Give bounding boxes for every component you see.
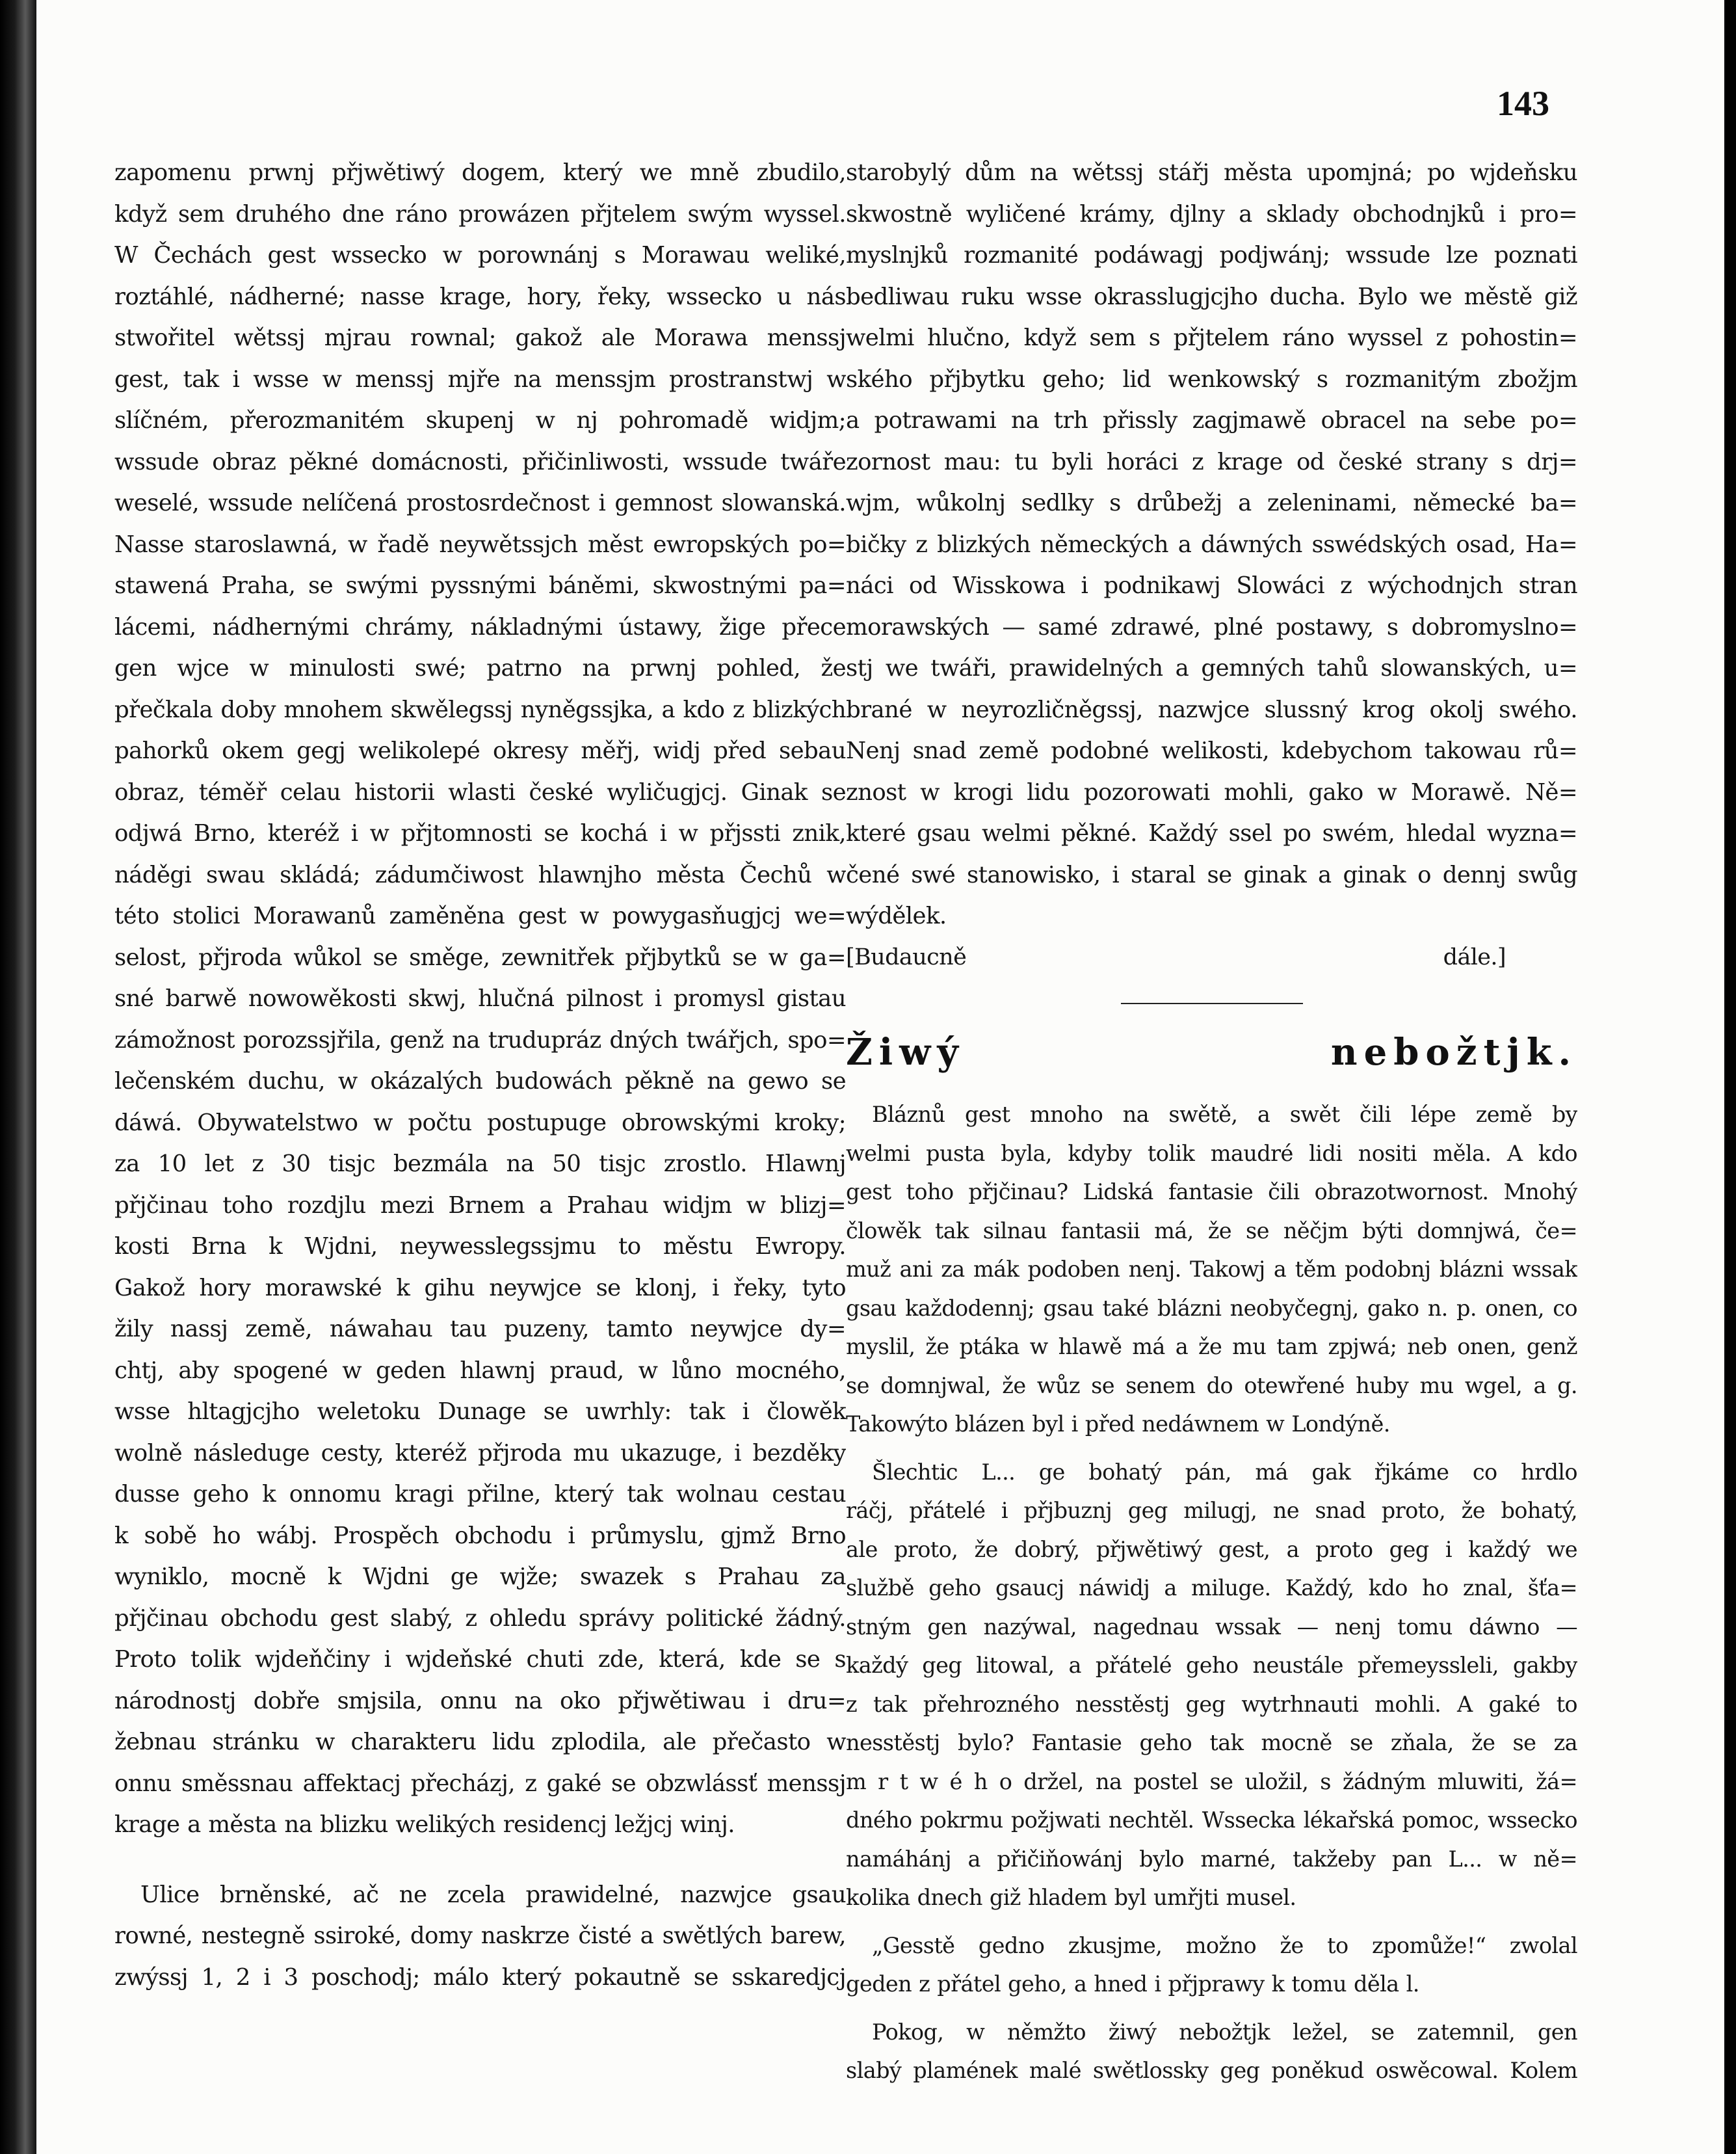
body-text-line: wýdělek. xyxy=(846,903,947,929)
body-text-line: skwostně wyličené krámy, djlny a sklady obchodnjků i pro= xyxy=(846,200,1577,228)
body-text-line: welmi hlučno, když sem s přjtelem ráno wyssel z pohostin= xyxy=(846,325,1577,351)
section-divider xyxy=(1121,1003,1303,1004)
article-text-line: gest toho přjčinau? Lidská fantasie čili obrazotwornost. Mnohý xyxy=(846,1179,1577,1204)
page-number: 143 xyxy=(1497,84,1549,123)
article-title: Žiwý nebožtjk. xyxy=(846,1031,1577,1074)
continuation-note: [Budaucně dále.] xyxy=(846,944,1506,970)
body-text-line: Nenj snad země podobné welikosti, kdebychom takowau rů= xyxy=(846,738,1577,764)
article-text-line: gsau každodennj; gsau také blázni neobyčegnj, gako n. p. onen, co xyxy=(846,1295,1577,1321)
body-text-line: lácemi, nádhernými chrámy, nákladnými ústawy, žige přece xyxy=(114,613,846,641)
body-text-line: a potrawami na trh přissly zagjmawě obracel na sebe po= xyxy=(846,407,1577,434)
body-text-line: k sobě ho wábj. Prospěch obchodu i průmyslu, gjmž Brno xyxy=(114,1522,846,1549)
body-text-line: ského přjbytku geho; lid wenkowský s rozmanitým zbožjm xyxy=(846,366,1577,393)
body-text-line: bičky z blizkých německých a dáwných sswédských osad, Ha= xyxy=(846,531,1577,558)
article-text-line: Šlechtic L... ge bohatý pán, má gak řjkáme co hrdlo xyxy=(872,1459,1577,1485)
body-text-line: stwořitel wětssj mjrau rownal; gakož ale Morawa menssj xyxy=(114,325,846,351)
body-text-line: wolně následuge cesty, kteréž přjroda mu ukazuge, i bezděky xyxy=(114,1439,846,1467)
article-text-line: muž ani za mák podoben nenj. Takowj a těm podobnj blázni wssak xyxy=(846,1256,1577,1282)
article-text-line: stným gen nazýwal, nagednau wssak — nenj tomu dáwno — xyxy=(846,1614,1577,1640)
body-text-line: žebnau stránku w charakteru lidu zplodila, ale přečasto w xyxy=(114,1729,846,1755)
body-text-line: zapomenu prwnj přjwětiwý dogem, který we mně zbudilo, xyxy=(114,159,846,186)
body-text-line: wyniklo, mocně k Wjdni ge wjže; swazek s Prahau za xyxy=(114,1563,846,1590)
right-column xyxy=(846,152,1577,2090)
body-text-line: náci od Wisskowa i podnikawj Slowáci z wýchodnjch stran xyxy=(846,572,1577,599)
body-text-line: čené swé stanowisko, i staral se ginak a ginak o dennj swůg xyxy=(846,861,1577,888)
body-text-line: wjm, wůkolnj sedlky s drůbežj a zeleninami, německé ba= xyxy=(846,490,1577,516)
article-text-line: Bláznů gest mnoho na swětě, a swět čili lépe země by xyxy=(872,1102,1577,1127)
body-text-line: wssude obraz pěkné domácnosti, přičinliwosti, wssude twáře xyxy=(114,448,846,475)
article-text-line: se domnjwal, že wůz se senem do otewřené huby mu wgel, a g. xyxy=(846,1372,1577,1398)
body-text-line: onnu směssnau affektacj přecházj, z gaké se obzwlássť menssj xyxy=(114,1770,846,1797)
body-text-line: slíčném, přerozmanitém skupenj w nj pohromadě widjm; xyxy=(114,407,846,434)
paragraph-gap xyxy=(846,2004,1577,2013)
body-text-line: weselé, wssude nelíčená prostosrdečnost i gemnost slowanská. xyxy=(114,490,846,516)
body-text-line: starobylý dům na wětssj stářj města upomjná; po wjdeňsku xyxy=(846,159,1577,186)
body-text-line: žily nassj země, náwahau tau puzeny, tamto neywjce dy= xyxy=(114,1316,846,1342)
article-text-line: dného pokrmu požjwati nechtěl. Wssecka lékařská pomoc, wssecko xyxy=(846,1807,1577,1833)
article-text-line: ráčj, přátelé i přjbuznj geg milugj, ne snad proto, že bohatý, xyxy=(846,1498,1577,1523)
article-text-line: člowěk tak silnau fantasii má, že se něčjm býti domnjwá, če= xyxy=(846,1217,1577,1243)
scanned-page xyxy=(36,0,1724,2154)
article-text-line: „Gesstě gedno zkusjme, možno že to zpomůže!“ zwolal xyxy=(872,1932,1577,1958)
article-text-line: každý geg litowal, a přátelé geho neustále přemeyssleli, gakby xyxy=(846,1653,1577,1678)
body-text-line: náděgi swau skládá; zádumčiwost hlawnjho města Čechů w xyxy=(114,861,846,888)
article-text-line: nesstěstj bylo? Fantasie geho tak mocně se zňala, že se za xyxy=(846,1730,1577,1755)
body-text-line: zwýssj 1, 2 i 3 poschodj; málo který pokautně se sskaredjcj xyxy=(114,1963,846,1991)
body-text-line: sné barwě nowowěkosti skwj, hlučná pilnost i promysl gistau xyxy=(114,985,846,1012)
body-text-line: národnostj dobře smjsila, onnu na oko přjwětiwau i dru= xyxy=(114,1687,846,1714)
body-text-line: stawená Praha, se swými pyssnými báněmi, skwostnými pa= xyxy=(114,572,846,599)
body-text-line: Nasse staroslawná, w řadě neywětssjch měst ewropských po= xyxy=(114,531,846,558)
body-text-line: Ulice brněnské, ač ne zcela prawidelné, nazwjce gsau xyxy=(140,1881,846,1908)
article-text-line: slabý plamének malé swětlossky geg poněkud oswěcowal. Kolem xyxy=(846,2058,1577,2083)
body-text-line: brané w neyrozličněgssj, nazwjce slussný krog okolj swého. xyxy=(846,696,1577,723)
body-text-line: stj we twáři, prawidelných a gemných tahů slowanských, u= xyxy=(846,655,1577,682)
paragraph-gap xyxy=(114,1846,846,1874)
body-text-line: chtj, aby spogené w geden hlawnj praud, w lůno mocného, xyxy=(114,1357,846,1384)
body-text-line: morawských — samé zdrawé, plné postawy, s dobromyslno= xyxy=(846,613,1577,641)
body-text-line: přjčinau toho rozdjlu mezi Brnem a Prahau widjm w blizj= xyxy=(114,1191,846,1219)
body-text-line: selost, přjroda wůkol se směge, zewnitřek přjbytků se w ga= xyxy=(114,944,846,971)
article-text-line: ale proto, že dobrý, přjwětiwý gest, a proto geg i každý we xyxy=(846,1536,1577,1562)
body-text-line: Proto tolik wjdeňčiny i wjdeňské chuti zde, která, kde se s xyxy=(114,1646,846,1673)
article-text-line: Takowýto blázen byl i před nedáwnem w Londýně. xyxy=(846,1411,1390,1437)
body-text-line: roztáhlé, nádherné; nasse krage, hory, řeky, wssecko u nás xyxy=(114,283,846,310)
body-text-line: dusse geho k onnomu kragi přilne, který tak wolnau cestau xyxy=(114,1481,846,1508)
body-text-line: bedliwau ruku wsse okrasslugjcjho ducha. Bylo we městě giž xyxy=(846,283,1577,310)
body-text-line: rowné, nestegně ssiroké, domy naskrze čisté a swětlých barew, xyxy=(114,1922,846,1949)
paragraph-gap xyxy=(846,1917,1577,1926)
article-text-line: Pokog, w němžto žiwý nebožtjk ležel, se zatemnil, gen xyxy=(872,2019,1577,2045)
body-text-line: W Čechách gest wssecko w porownánj s Morawau weliké, xyxy=(114,242,846,269)
body-text-line: myslnjků rozmanité podáwagj podjwánj; wssude lze poznati xyxy=(846,242,1577,269)
article-text-line: myslil, že ptáka w hlawě má a že mu tam zpjwá; neb onen, genž xyxy=(846,1334,1577,1359)
article-text-line: z tak přehrozného nesstěstj geg wytrhnauti mohli. A gaké to xyxy=(846,1691,1577,1717)
body-text-line: krage a města na blizku welikých residencj ležjcj winj. xyxy=(114,1811,735,1838)
article-text-line: geden z přátel geho, a hned i přjprawy k tomu děla l. xyxy=(846,1971,1419,1997)
body-text-line: obraz, téměř celau historii wlasti české wyličugjcj. Ginak se xyxy=(114,778,846,806)
body-text-line: znost w krogi lidu pozorowati mohli, gako w Morawě. Ně= xyxy=(846,778,1577,806)
body-text-line: zornost mau: tu byli horáci z krage od české strany s drj= xyxy=(846,448,1577,475)
body-text-line: když sem druhého dne ráno prowázen přjtelem swým wyssel. xyxy=(114,200,846,228)
article-text-line: kolika dnech giž hladem byl umřjti musel. xyxy=(846,1885,1296,1910)
body-text-line: přjčinau obchodu gest slabý, z ohledu správy politické žádný. xyxy=(114,1604,846,1632)
left-column xyxy=(114,152,846,1998)
body-text-line: dáwá. Obywatelstwo w počtu postupuge obrowskými kroky; xyxy=(114,1109,846,1136)
body-text-line: odjwá Brno, kteréž i w přjtomnosti se kochá i w přjssti znik, xyxy=(114,820,846,847)
body-text-line: za 10 let z 30 tisjc bezmála na 50 tisjc zrostlo. Hlawnj xyxy=(114,1150,846,1177)
article-text-line: m r t w é h o držel, na postel se uložil, s žádným mluwiti, žá= xyxy=(846,1768,1577,1794)
binding-edge xyxy=(0,0,36,2154)
body-text-line: gest, tak i wsse w menssj mjře na menssjm prostranstwj w xyxy=(114,366,846,393)
body-text-line: této stolici Morawanů zaměněna gest w powygasňugjcj we= xyxy=(114,903,846,929)
body-text-line: kosti Brna k Wjdni, neywesslegssjmu to městu Ewropy. xyxy=(114,1233,846,1260)
article-text-line: službě geho gsaucj náwidj a miluge. Každý, kdo ho znal, šťa= xyxy=(846,1575,1577,1601)
body-text-line: Gakož hory morawské k gihu neywjce se klonj, i řeky, tyto xyxy=(114,1274,846,1301)
paragraph-gap xyxy=(846,1444,1577,1453)
body-text-line: zámožnost porozssjřila, genž na trudupráz dných twářjch, spo= xyxy=(114,1026,846,1054)
article-text-line: namáhánj a přičiňowánj bylo marné, takžeby pan L... w ně= xyxy=(846,1846,1577,1872)
body-text-line: pahorků okem gegj welikolepé okresy měřj, widj před sebau xyxy=(114,738,846,764)
article-text-line: welmi pusta byla, kdyby tolik maudré lidi nositi měla. A kdo xyxy=(846,1140,1577,1166)
body-text-line: gen wjce w minulosti swé; patrno na prwnj pohled, že xyxy=(114,655,846,682)
body-text-line: lečenském duchu, w okázalých budowách pěkně na gewo se xyxy=(114,1068,846,1095)
body-text-line: které gsau welmi pěkné. Každý ssel po swém, hledal wyzna= xyxy=(846,820,1577,847)
body-text-line: přečkala doby mnohem skwělegssj nyněgssjka, a kdo z blizkých xyxy=(114,696,846,723)
body-text-line: wsse hltagjcjho weletoku Dunage se uwrhly: tak i člowěk xyxy=(114,1398,846,1425)
